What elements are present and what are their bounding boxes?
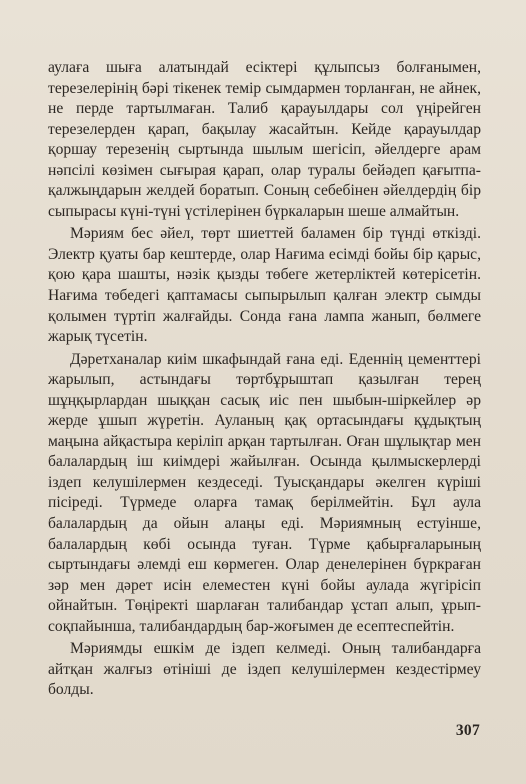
paragraph: Мәриямды ешкім де іздеп келмеді. Оның талибандарға айтқан жалғыз өтініші де іздеп келушілермен кездестірмеу болды.: [48, 640, 481, 699]
paragraph: Дәретханалар киім шкафындай ғана еді. Еденнің цементтері жарылып, астындағы төртбұрыштап қазылған терең шұңқырлардан шыққан сасық иіс пен шыбын-шіркейлер әр жерде ұшып жүретін. Ауланың қақ ортасындағы құдықтың маңына айқастыра керіліп арқан тартылған. Оған шұлықтар мен балалардың іш киімдері жайылған. Осында қылмыскерлерді іздеп келушілермен кездеседі. Туысқандары әкелген күріші пісіреді. Түрмеде оларға тамақ берілмейтін. Бұл аула балалардың да ойын алаңы еді. Мәриямның естуінше, балалардың көбі осында туған. Түрме қабырғаларының сыртындағы әлемді еш көрмеген. Олар денелерінен бүркраған зәр мен дәрет исін елеместен күні бойы аулада жүгірісіп ойнайтын. Төңіректі шарлаған талибандар ұстап алып, ұрып-соқпайынша, талибандардың бар-жоғымен де есептеспейтін.: [48, 350, 481, 635]
body-text: [48, 58, 481, 703]
page-number: 307: [455, 722, 480, 739]
paragraph: Мәриям бес әйел, төрт шиеттей баламен бір түнді өткізді. Электр қуаты бар кештерде, олар Нағима есімді бойы бір қарыс, қою қара шашты, нәзік қызды төбеге жетерліктей көтерісетін. Нағима төбедегі қаптамасы сыпырылып қалған электр сымды қолымен түртіп жалғайды. Сонда ғана лампа жанып, бөлмеге жарық түсетін.: [48, 225, 481, 346]
paragraph: аулаға шыға алатындай есіктері құлыпсыз болғанымен, терезелерінің бәрі тікенек темір сымдармен торланған, не айнек, не перде тартылмаған. Талиб қарауылдары сол үңірейген терезелерден қарап, бақылау жасайтын. Кейде қарауылдар қоршау терезенің сыртында шылым шегісіп, әйелдерге арам нәпсілі көзімен сығырая қарап, олар туралы бейәдеп қағытпа-қалжыңдарын желдей боратып. Соның себебінен әйелдердің бір сыпырасы күні-түні үстілерінен бүркаларын шеше алмайтын.: [48, 59, 481, 220]
